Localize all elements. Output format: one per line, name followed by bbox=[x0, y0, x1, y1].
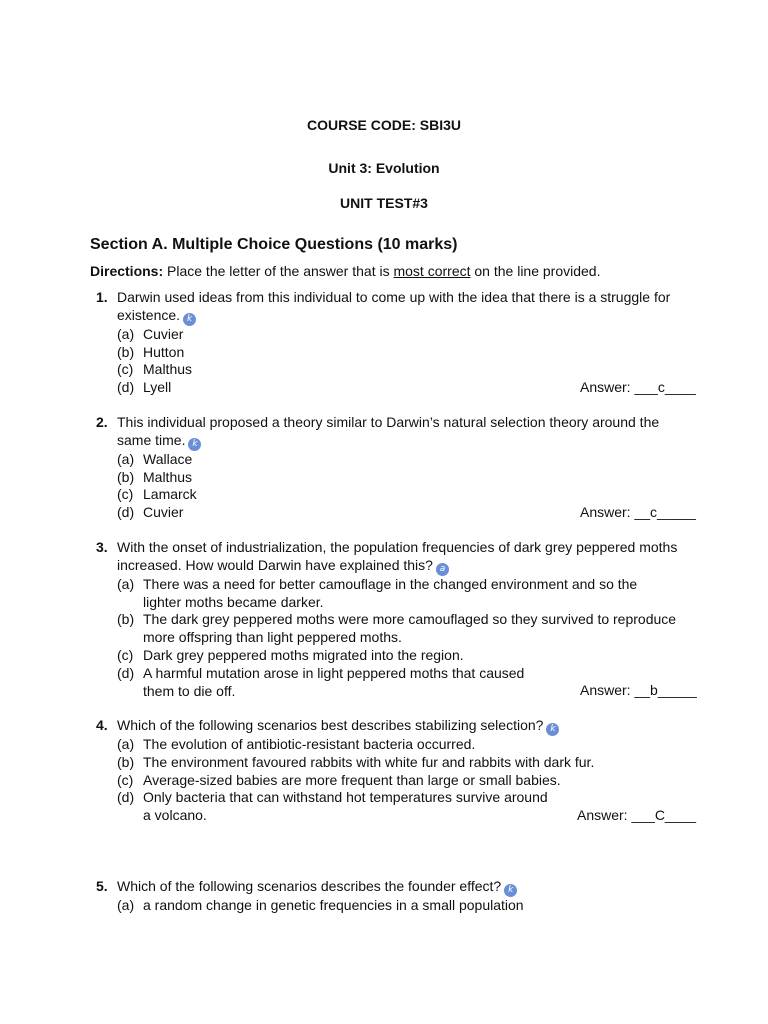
question-stem bbox=[117, 717, 682, 736]
option-b bbox=[117, 611, 678, 647]
option-c bbox=[117, 361, 690, 379]
question-number: 5. bbox=[96, 878, 108, 894]
option-text: Malthus bbox=[143, 468, 193, 485]
question-stem bbox=[117, 414, 682, 451]
question-4 bbox=[90, 717, 697, 825]
answer-line: Answer: __c_____ bbox=[580, 504, 696, 521]
option-c bbox=[117, 486, 690, 504]
option-text: The dark grey peppered moths were more camouflaged so they survived to reproduce more offspring than light peppered moths. bbox=[143, 611, 677, 646]
option-label: (b) bbox=[117, 753, 135, 770]
option-d bbox=[117, 789, 553, 825]
option-label: (a) bbox=[117, 575, 135, 592]
option-text: There was a need for better camouflage in the changed environment and so the lighter moths became darker. bbox=[143, 575, 638, 610]
option-a bbox=[117, 736, 690, 754]
directions-label: Directions: bbox=[90, 263, 164, 279]
answer-line: Answer: ___c____ bbox=[580, 379, 696, 396]
option-text: Lamarck bbox=[143, 486, 197, 503]
directions-text: Place the letter of the answer that is bbox=[167, 263, 390, 279]
question-number: 4. bbox=[96, 717, 108, 733]
directions-text-end: on the line provided. bbox=[474, 263, 601, 279]
option-text: a random change in genetic frequencies in a small population bbox=[143, 897, 524, 913]
option-label: (b) bbox=[117, 468, 135, 485]
question-stem bbox=[117, 289, 682, 326]
option-text: Lyell bbox=[143, 379, 172, 396]
question-text: With the onset of industrialization, the population frequencies of dark grey peppered moths increased. How would Darwin have explained this? bbox=[117, 539, 678, 573]
option-text: Only bacteria that can withstand hot temperatures survive around a volcano. bbox=[143, 789, 548, 824]
option-label: (c) bbox=[117, 361, 134, 378]
section-title: Section A. Multiple Choice Questions (10 marks) bbox=[90, 236, 458, 253]
option-label: (a) bbox=[117, 450, 135, 467]
option-a bbox=[117, 576, 678, 612]
question-number: 1. bbox=[96, 289, 108, 305]
option-label: (a) bbox=[117, 325, 135, 342]
option-label: (c) bbox=[117, 646, 134, 663]
option-d bbox=[117, 379, 696, 397]
knowledge-tag-icon: k bbox=[546, 723, 559, 736]
option-text: The evolution of antibiotic-resistant bacteria occurred. bbox=[143, 736, 476, 752]
option-label: (b) bbox=[117, 611, 135, 628]
option-text: Hutton bbox=[143, 343, 185, 360]
option-label: (d) bbox=[117, 379, 135, 396]
option-label: (d) bbox=[117, 504, 135, 521]
question-number: 3. bbox=[96, 539, 108, 555]
question-text: Which of the following scenarios best describes stabilizing selection? bbox=[117, 717, 544, 733]
question-text: Which of the following scenarios describes the founder effect? bbox=[117, 878, 502, 894]
option-text: Cuvier bbox=[143, 325, 184, 342]
directions bbox=[90, 263, 600, 279]
answer-line: Answer: ___C____ bbox=[577, 806, 697, 823]
course-code: COURSE CODE: SBI3U bbox=[306, 117, 462, 133]
question-stem bbox=[117, 539, 682, 576]
option-label: (c) bbox=[117, 771, 134, 788]
question-1 bbox=[90, 289, 696, 397]
question-2 bbox=[90, 414, 696, 522]
option-text: Average-sized babies are more frequent than large or small babies. bbox=[143, 771, 561, 788]
question-number: 2. bbox=[96, 414, 108, 430]
option-text: The environment favoured rabbits with white fur and rabbits with dark fur. bbox=[143, 753, 595, 770]
application-tag-icon: a bbox=[436, 563, 449, 576]
question-stem bbox=[117, 878, 682, 897]
option-c bbox=[117, 772, 690, 790]
option-b bbox=[117, 344, 690, 362]
option-label: (c) bbox=[117, 486, 134, 503]
option-label: (d) bbox=[117, 664, 135, 681]
test-title: UNIT TEST#3 bbox=[340, 195, 428, 211]
option-b bbox=[117, 754, 690, 772]
knowledge-tag-icon: k bbox=[504, 884, 517, 897]
question-3 bbox=[90, 539, 697, 700]
question-text: Darwin used ideas from this individual to come up with the idea that there is a struggle for existence. bbox=[117, 289, 671, 323]
unit-title: Unit 3: Evolution bbox=[328, 160, 440, 176]
option-label: (d) bbox=[117, 789, 135, 806]
option-label: (a) bbox=[117, 736, 135, 752]
option-label: (b) bbox=[117, 343, 135, 360]
option-d bbox=[117, 665, 553, 701]
option-text: Malthus bbox=[143, 361, 193, 378]
option-text: Wallace bbox=[143, 450, 193, 467]
option-d bbox=[117, 504, 696, 522]
option-c bbox=[117, 647, 690, 665]
directions-emphasis: most correct bbox=[393, 263, 471, 279]
option-a bbox=[117, 326, 690, 344]
question-text: This individual proposed a theory similar to Darwin’s natural selection theory around the same time. bbox=[117, 414, 660, 448]
question-5 bbox=[90, 878, 690, 915]
option-label: (a) bbox=[117, 897, 135, 913]
option-b bbox=[117, 469, 690, 487]
knowledge-tag-icon: k bbox=[188, 438, 201, 451]
answer-line: Answer: __b_____ bbox=[580, 682, 697, 699]
option-text: Cuvier bbox=[143, 504, 184, 521]
knowledge-tag-icon: k bbox=[183, 313, 196, 326]
option-a bbox=[117, 451, 690, 469]
option-text: Dark grey peppered moths migrated into the region. bbox=[143, 646, 464, 663]
option-text: A harmful mutation arose in light peppered moths that caused them to die off. bbox=[143, 664, 525, 699]
option-a bbox=[117, 897, 690, 915]
